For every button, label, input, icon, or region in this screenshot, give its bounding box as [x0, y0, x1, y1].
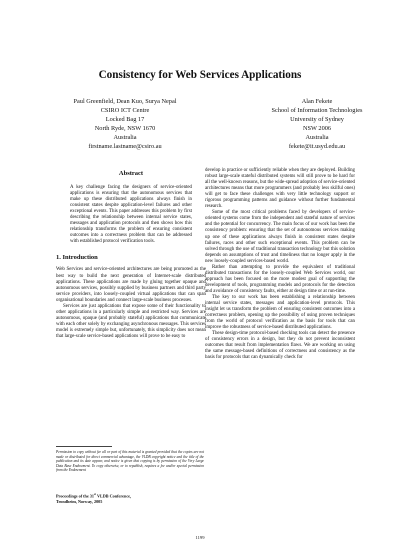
paper-title: Consistency for Web Services Applications	[98, 69, 302, 81]
body-paragraph: Some of the most critical problems faced by developers of service-oriented systems come from the independent and stateful nature of services and the potential for concurrency. The main focus of our work has been the consistency problem: ensuring that the set of autonomous services making up one of these applications always finish in consistent states despite failures, races and other such exceptional events. This problem can be solved through the use of traditional transaction technology but this solution depends on assumptions of trust and timeliness that no longer apply in the new loosely-coupled services-based world.	[205, 210, 355, 264]
body-paragraph: Services are just applications that expose some of their functionality to other applications in a particularly simple and restricted way. Services are autonomous, opaque (and probably stateful) applications that communicate with each other solely by exchanging asynchronous messages. This services model is extremely simple but, unfortunately, this simplicity does not mean that large-scale service-based applications will prove to be easy to	[56, 303, 206, 339]
abstract-heading: Abstract	[118, 170, 144, 177]
author-address-line: NSW 2006	[302, 124, 332, 132]
author-email: firstname.lastname@csiro.au	[88, 142, 162, 150]
footnote-divider	[56, 446, 112, 447]
author-affiliation: CSIRO ICT Centre	[100, 106, 150, 114]
proceedings-note	[56, 492, 206, 504]
body-paragraph: Web Services and service-oriented architectures are being promoted as the best way to build the next generation of Internet-scale distributed applications. These applications are made by gluing together opaque and autonomous services, possibly supplied by business partners and third party service providers, into loosely-coupled virtual applications that can span organisational boundaries and connect large-scale business processes.	[56, 267, 206, 303]
author-block-2	[232, 98, 400, 151]
author-address-line: Locked Bag 17	[105, 115, 145, 123]
body-paragraph: develop in practice or sufficiently reliable when they are deployed. Building robust large-scale stateful distributed systems will still prove to be hard for all the well-known reasons, but the wide-spread adoption of service-oriented architectures means that more programmers (and probably less skilful ones) will get to face these challenges with very little technology support or rigorous programming patterns and guidance without further fundamental research.	[205, 168, 355, 210]
proceedings-suffix: VLDB Conference,	[96, 493, 132, 499]
author-address-line: North Ryde, NSW 1670	[94, 124, 156, 132]
author-names: Paul Greenfield, Dean Kuo, Surya Nepal	[73, 98, 177, 105]
body-paragraph: The key to our work has been establishing a relationship between internal service states, messages and application-level protocols. This insight let us transform the problem of ensuring consistent outcomes into a correctness problem, opening up the possibility of using proven techniques from the world of protocol verification as the basis for tools that can improve the robustness of service-based distributed applications.	[205, 294, 355, 331]
abstract-text: A key challenge facing the designers of service-oriented applications is ensuring that the autonomous services that make up these distributed applications always finish in consistent states despite application-level failures and other exceptional events. This paper addresses this problem by first describing the relationship between internal service states, messages and application protocols and then shows how this relationship transforms the problem of ensuring consistent outcomes into a correctness problem that can be addressed with established protocol verification tools.	[70, 185, 192, 245]
author-address-line: University of Sydney	[290, 115, 344, 123]
copyright-footnote: Permission to copy without fee all or part of this material is granted provided that the copies are not made or distributed for direct commercial advantage, the VLDB copyright notice and the title of the publication and its date appear, and notice is given that copying is by permission of the Very Large Data Base Endowment. To copy otherwise, or to republish, requires a fee and/or special permission from the Endowment	[56, 450, 204, 473]
section-heading-introduction: 1. Introduction	[56, 254, 98, 262]
author-country: Australia	[305, 133, 329, 141]
right-column	[205, 168, 355, 362]
page-number: 1199	[195, 535, 205, 540]
left-column	[56, 168, 206, 340]
proceedings-location: Trondheim, Norway, 2005	[56, 498, 103, 504]
proceedings-prefix: Proceedings of the 31	[56, 493, 94, 499]
author-block-1	[40, 98, 210, 151]
body-paragraph: These design-time protocol-based checking tools can detect the presence of consistency errors in a design, but they do not prevent inconsistent outcomes that result from implementation flaws. We are working on using the same message-based definitions of correctness and consistency as the basis for protocols that can dynamically check for	[205, 331, 355, 361]
body-paragraph: Rather than attempting to provide the equivalent of traditional distributed transactions for the loosely-coupled Web Services world, our approach has been focused on the more modest goal of supporting the development of tools, programming models and protocols for the detection and avoidance of consistency faults, either at design time or at run-time.	[205, 264, 355, 294]
author-affiliation: School of Information Technologies	[271, 106, 363, 114]
author-email: fekete@it.usyd.edu.au	[288, 142, 346, 150]
author-country: Australia	[113, 133, 137, 141]
proceedings-ordinal: st	[93, 493, 96, 496]
author-names: Alan Fekete	[301, 98, 333, 105]
